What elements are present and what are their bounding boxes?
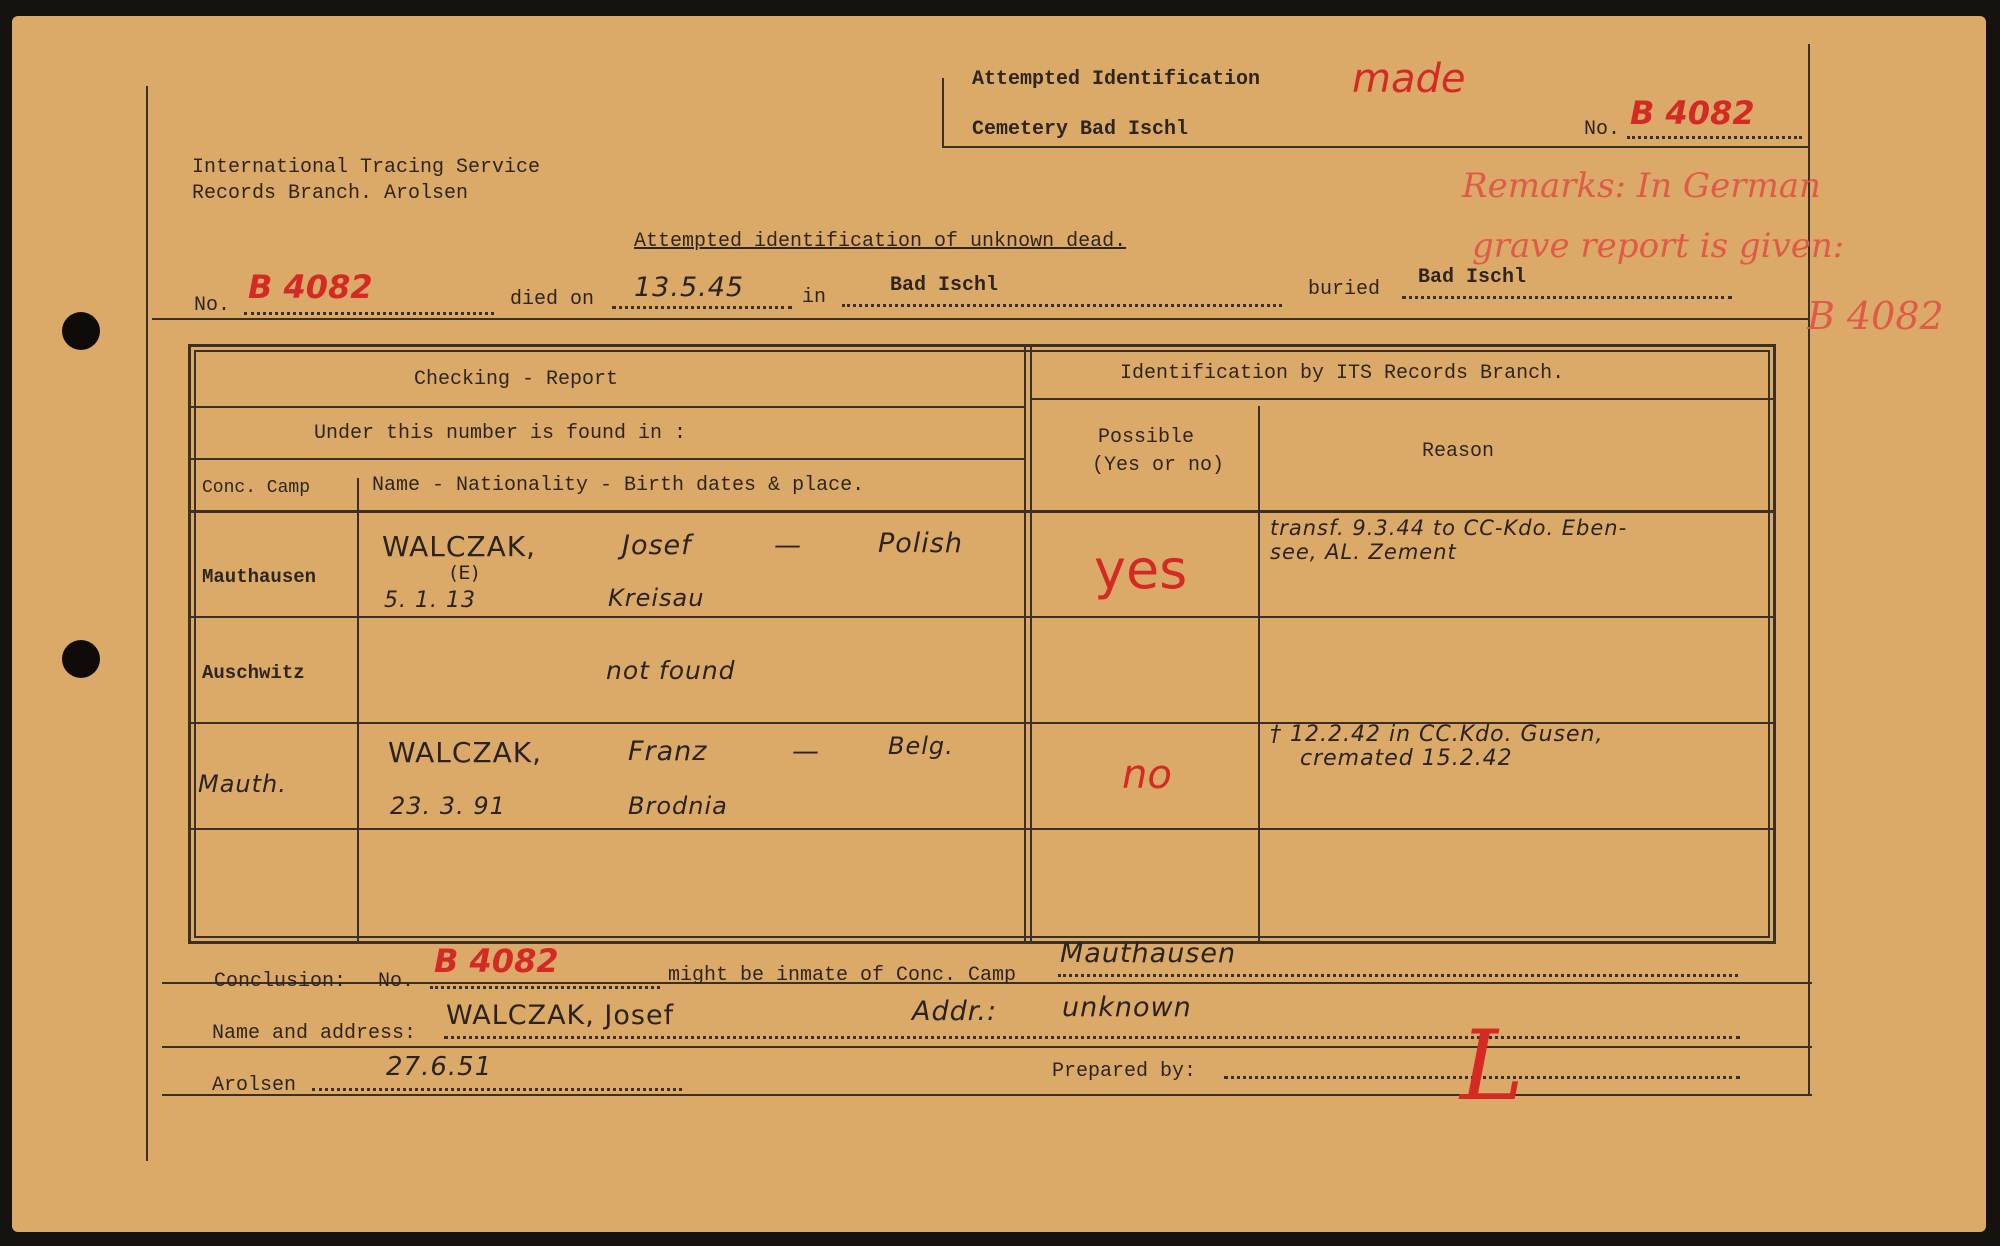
record-no-value: B 4082 — [248, 268, 373, 306]
conclusion-rule-bottom — [162, 1094, 1812, 1096]
row3-camp: Mauth. — [198, 770, 287, 798]
in-dots — [842, 304, 1282, 307]
header-no-value: B 4082 — [1630, 94, 1755, 132]
row1-forename: Josef — [622, 530, 692, 561]
died-date: 13.5.45 — [634, 272, 745, 303]
header-no-label: No. — [1584, 118, 1621, 141]
row3-nationality: Belg. — [888, 732, 954, 760]
row3-dash: — — [792, 736, 820, 767]
form-title: Attempted identification of unknown dead. — [634, 230, 1127, 253]
found-in-heading: Under this number is found in : — [314, 422, 687, 445]
row3-surname: WALCZAK, — [388, 736, 543, 769]
died-label: died on — [510, 288, 595, 311]
conclusion-camp-dots — [1058, 974, 1738, 977]
attempted-identification-heading: Attempted Identification — [972, 68, 1261, 91]
name-address-value: WALCZAK, Josef — [446, 1000, 675, 1031]
row2-camp: Auschwitz — [202, 662, 305, 684]
organization-line-2: Records Branch. Arolsen — [192, 182, 469, 205]
name-address-dots — [444, 1036, 1740, 1039]
checking-report-heading: Checking - Report — [414, 368, 619, 391]
remarks-line-3: B 4082 — [1807, 294, 1944, 338]
addr-label: Addr.: — [912, 996, 998, 1027]
death-place: Bad Ischl — [890, 274, 999, 297]
in-label: in — [802, 286, 827, 309]
row1-birth-date: 5. 1. 13 — [384, 588, 476, 613]
row3-birth-date: 23. 3. 91 — [390, 792, 506, 820]
yes-or-no-heading: (Yes or no) — [1092, 454, 1225, 477]
row1-camp: Mauthausen — [202, 566, 317, 588]
conclusion-no-dots — [430, 986, 660, 989]
record-no-dots — [244, 312, 494, 315]
conclusion-date: 27.6.51 — [386, 1052, 493, 1082]
row3-reason-line-2: cremated 15.2.42 — [1300, 746, 1513, 771]
might-be-text: might be inmate of Conc. Camp — [668, 964, 1017, 987]
punch-hole-bottom — [62, 640, 100, 678]
row1-nationality: Polish — [878, 528, 963, 559]
buried-dots — [1402, 296, 1732, 299]
row1-reason-line-2: see, AL. Zement — [1270, 540, 1457, 564]
made-annotation: made — [1352, 56, 1466, 102]
remarks-line-2: grave report is given: — [1472, 226, 1845, 266]
row1-reason-line-1: transf. 9.3.44 to CC-Kdo. Eben- — [1270, 516, 1628, 540]
identification-heading: Identification by ITS Records Branch. — [1120, 362, 1565, 385]
checking-report-table — [188, 344, 1776, 944]
place-label: Arolsen — [212, 1074, 297, 1097]
column-name: Name - Nationality - Birth dates & place. — [372, 474, 865, 497]
burial-place: Bad Ischl — [1418, 266, 1527, 289]
record-line-rule — [152, 318, 1808, 320]
left-margin-line — [146, 86, 148, 1161]
conclusion-camp: Mauthausen — [1060, 938, 1237, 969]
name-address-label: Name and address: — [212, 1022, 417, 1045]
prepared-by-label: Prepared by: — [1052, 1060, 1197, 1083]
buried-label: buried — [1308, 278, 1381, 301]
preparer-initials: L — [1460, 1010, 1524, 1122]
row1-dash: — — [774, 530, 802, 561]
addr-value: unknown — [1062, 992, 1192, 1023]
row3-reason-line-1: † 12.2.42 in CC.Kdo. Gusen, — [1270, 722, 1604, 747]
header-box-bottom — [942, 146, 1810, 148]
record-no-label: No. — [194, 294, 231, 317]
punch-hole-top — [62, 312, 100, 350]
row3-birth-place: Brodnia — [628, 792, 728, 820]
conclusion-label: Conclusion: — [214, 970, 347, 993]
row1-mark: (E) — [450, 562, 480, 584]
conclusion-rule-middle — [162, 1046, 1812, 1048]
possible-heading: Possible — [1098, 426, 1195, 449]
row1-possible: yes — [1094, 538, 1188, 601]
header-box-left — [942, 78, 944, 148]
organization-line-1: International Tracing Service — [192, 156, 541, 179]
row3-forename: Franz — [628, 736, 708, 767]
remarks-line-1: Remarks: In German — [1462, 166, 1821, 206]
reason-heading: Reason — [1422, 440, 1495, 463]
row1-birth-place: Kreisau — [608, 584, 705, 612]
row3-possible: no — [1122, 752, 1172, 798]
row1-surname: WALCZAK, — [382, 530, 537, 563]
date-dots — [312, 1088, 682, 1091]
column-camp: Conc. Camp — [202, 478, 311, 498]
cemetery-name: Cemetery Bad Ischl — [972, 118, 1189, 141]
died-dots — [612, 306, 792, 309]
row2-note: not found — [606, 656, 736, 685]
conclusion-no-value: B 4082 — [434, 942, 559, 980]
conclusion-no-label: No. — [378, 970, 415, 993]
header-no-dots — [1627, 136, 1802, 139]
tracing-card — [12, 16, 1986, 1232]
